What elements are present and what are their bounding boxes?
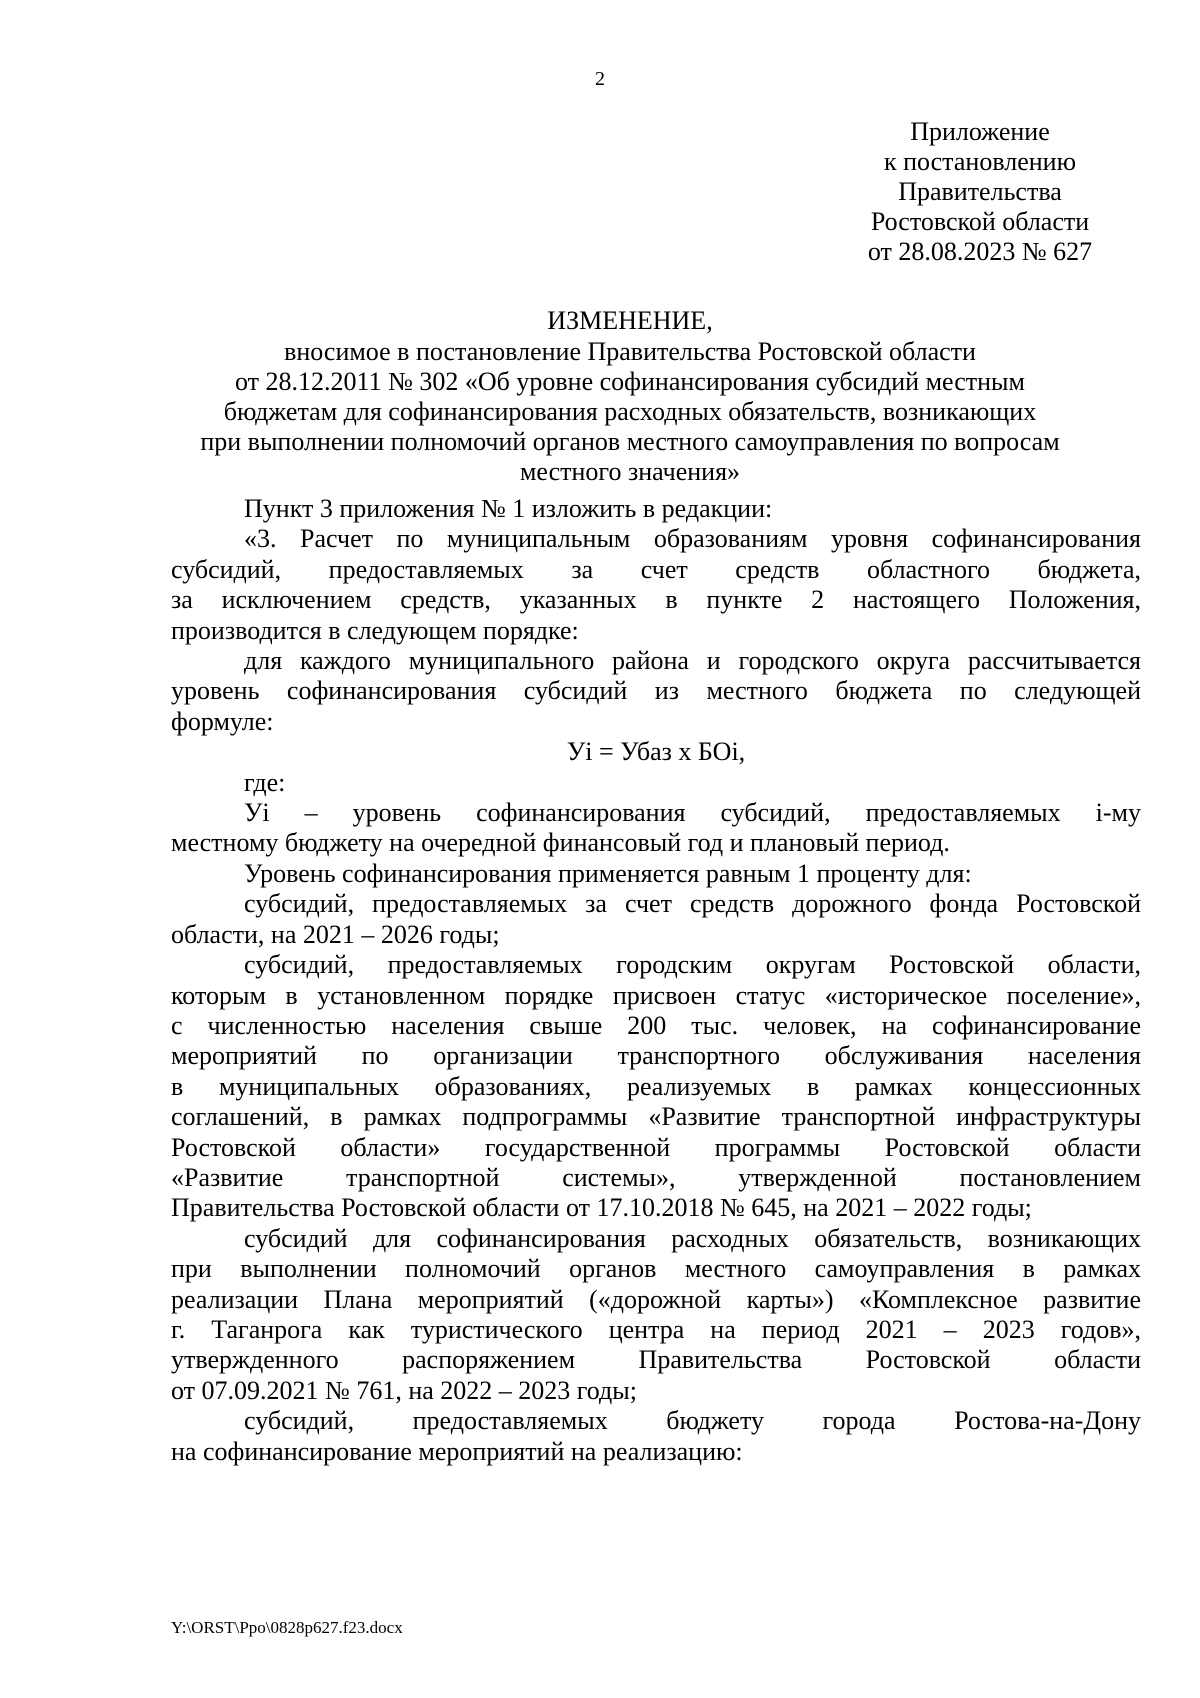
- body-line: в муниципальных образованиях, реализуемых в рамках концессионных: [171, 1071, 1141, 1101]
- body-line: мероприятий по организации транспортного обслуживания населения: [171, 1041, 1141, 1071]
- body-text: [171, 494, 1141, 1467]
- body-line: где:: [244, 767, 286, 797]
- subtitle-line: при выполнении полномочий органов местного самоуправления по вопросам: [200, 427, 1060, 456]
- body-line: производится в следующем порядке:: [171, 615, 579, 645]
- document-subtitle: [150, 337, 1110, 487]
- body-line: от 07.09.2021 № 761, на 2022 – 2023 годы;: [171, 1375, 637, 1405]
- appendix-line: к постановлению: [883, 147, 1077, 176]
- body-line: субсидий, предоставляемых за счет средств областного бюджета,: [171, 554, 1141, 584]
- body-line: «3. Расчет по муниципальным образованиям уровня софинансирования: [244, 524, 1141, 554]
- subtitle-line: местного значения»: [519, 457, 741, 486]
- body-line: при выполнении полномочий органов местного самоуправления в рамках: [171, 1254, 1141, 1284]
- body-line: которым в установленном порядке присвоен статус «историческое поселение»,: [171, 980, 1141, 1010]
- body-line: субсидий, предоставляемых за счет средств дорожного фонда Ростовской: [244, 889, 1141, 919]
- body-line: г. Таганрога как туристического центра на период 2021 – 2023 годов»,: [171, 1314, 1141, 1344]
- body-line: Правительства Ростовской области от 17.10.2018 № 645, на 2021 – 2022 годы;: [171, 1193, 1032, 1223]
- body-line: уровень софинансирования субсидий из местного бюджета по следующей: [171, 676, 1141, 706]
- body-line: на софинансирование мероприятий на реализацию:: [171, 1436, 743, 1466]
- body-line: субсидий для софинансирования расходных обязательств, возникающих: [244, 1223, 1141, 1253]
- appendix-block: [820, 117, 1140, 267]
- body-line: для каждого муниципального района и городского округа рассчитывается: [244, 646, 1141, 676]
- body-line: реализации Плана мероприятий («дорожной карты») «Комплексное развитие: [171, 1284, 1141, 1314]
- subtitle-line: вносимое в постановление Правительства Ростовской области: [284, 337, 976, 366]
- body-line: утвержденного распоряжением Правительства Ростовской области: [171, 1345, 1141, 1375]
- body-line: Уi – уровень софинансирования субсидий, предоставляемых i-му: [244, 798, 1141, 828]
- body-line: Ростовской области» государственной программы Ростовской области: [171, 1132, 1141, 1162]
- body-line: формуле:: [171, 706, 274, 736]
- body-line: за исключением средств, указанных в пункте 2 настоящего Положения,: [171, 585, 1141, 615]
- body-line: области, на 2021 – 2026 годы;: [171, 919, 500, 949]
- appendix-line: Правительства: [898, 177, 1062, 206]
- formula: Уi = Убаз х БОi,: [566, 737, 746, 767]
- body-line: местному бюджету на очередной финансовый год и плановый период.: [171, 828, 950, 858]
- body-line: с численностью населения свыше 200 тыс. человек, на софинансирование: [171, 1010, 1141, 1040]
- subtitle-line: от 28.12.2011 № 302 «Об уровне софинансирования субсидий местным: [235, 367, 1025, 396]
- appendix-line: от 28.08.2023 № 627: [867, 237, 1093, 266]
- file-path-footer: Y:\ORST\Ppo\0828p627.f23.docx: [171, 1618, 403, 1637]
- appendix-line: Приложение: [910, 117, 1050, 146]
- body-line: соглашений, в рамках подпрограммы «Развитие транспортной инфраструктуры: [171, 1102, 1141, 1132]
- document-title: ИЗМЕНЕНИЕ,: [547, 306, 713, 335]
- body-line: «Развитие транспортной системы», утвержденной постановлением: [171, 1162, 1141, 1192]
- body-line: Пункт 3 приложения № 1 изложить в редакции:: [244, 494, 773, 523]
- body-line: субсидий, предоставляемых городским округам Ростовской области,: [244, 950, 1141, 980]
- body-line: субсидий, предоставляемых бюджету города Ростова-на-Дону: [244, 1406, 1141, 1436]
- subtitle-line: бюджетам для софинансирования расходных обязательств, возникающих: [223, 397, 1037, 426]
- page-number: 2: [595, 68, 605, 90]
- appendix-line: Ростовской области: [870, 207, 1090, 236]
- body-line: Уровень софинансирования применяется равным 1 проценту для:: [244, 858, 972, 888]
